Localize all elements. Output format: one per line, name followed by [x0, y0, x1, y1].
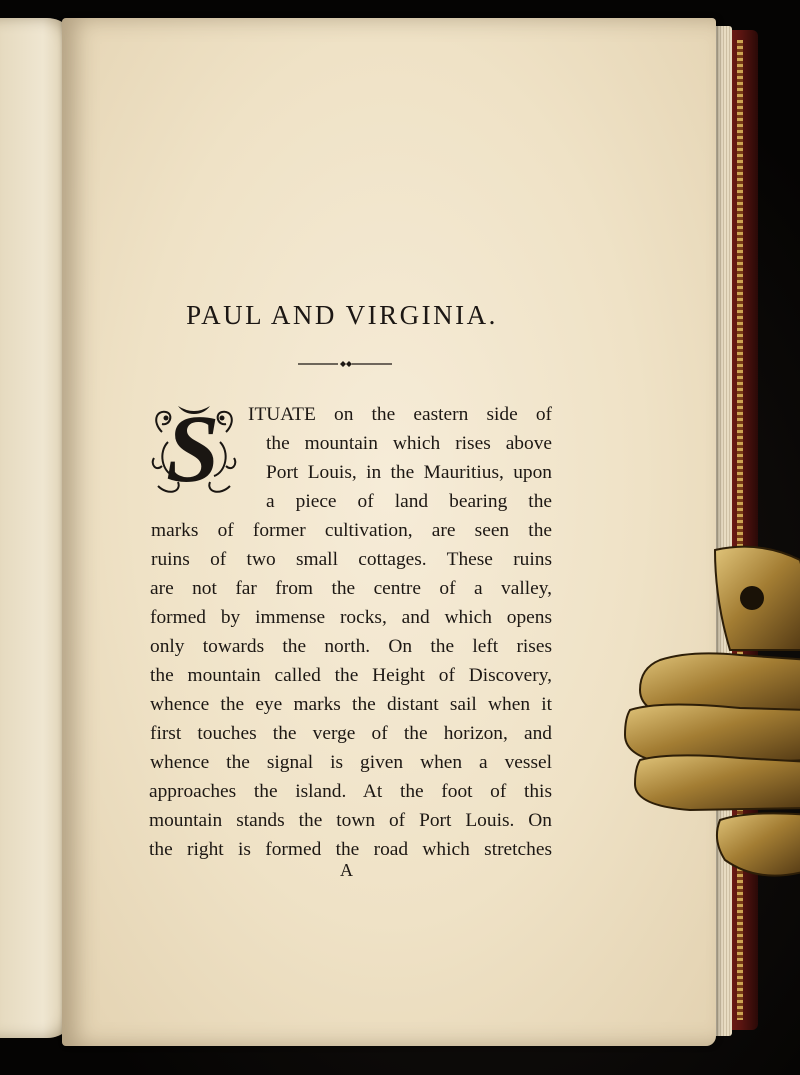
- text-line: the right is formed the road which stretches: [149, 839, 552, 860]
- text-line: first touches the verge of the horizon, and: [150, 723, 552, 744]
- brass-hand-clasp: [620, 540, 800, 890]
- text-line: approaches the island. At the foot of this: [149, 781, 552, 802]
- text-line: ruins of two small cottages. These ruins: [151, 549, 552, 570]
- text-line: the mountain called the Height of Discovery,: [150, 665, 552, 686]
- text-line: ITUATE on the eastern side of: [248, 404, 552, 425]
- text-line: only towards the north. On the left rises: [150, 636, 552, 657]
- text-line: the mountain which rises above: [266, 433, 552, 454]
- text-line: whence the eye marks the distant sail when it: [150, 694, 552, 715]
- text-line: marks of former cultivation, are seen the: [151, 520, 552, 541]
- text-line: are not far from the centre of a valley,: [150, 578, 552, 599]
- book-title: PAUL AND VIRGINIA.: [186, 300, 498, 330]
- text-line: Port Louis, in the Mauritius, upon: [266, 462, 552, 483]
- text-line: formed by immense rocks, and which opens: [150, 607, 552, 628]
- book-page: [62, 18, 716, 1046]
- ornament-rule: [298, 358, 392, 370]
- text-line: a piece of land bearing the: [266, 491, 552, 512]
- text-line: whence the signal is given when a vessel: [150, 752, 552, 773]
- signature-mark: A: [340, 860, 353, 880]
- text-line: mountain stands the town of Port Louis. On: [149, 810, 552, 831]
- drop-cap-letter: S: [166, 395, 220, 502]
